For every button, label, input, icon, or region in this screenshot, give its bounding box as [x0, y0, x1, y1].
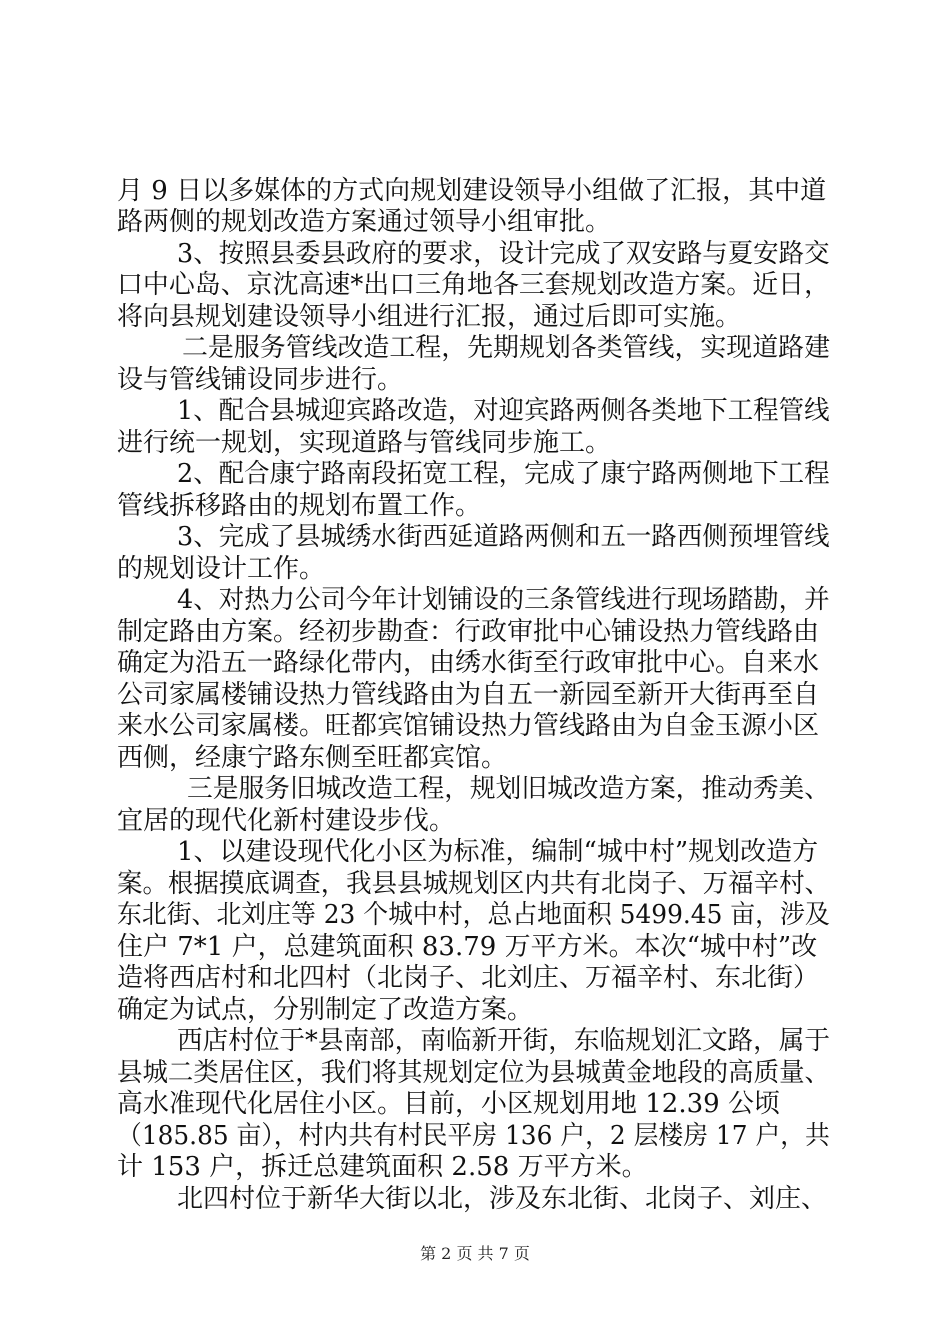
body-line: 造将西店村和北四村（北岗子、北刘庄、万福辛村、东北街） [117, 963, 820, 993]
body-line: 3、完成了县城绣水街西延道路两侧和五一路西侧预埋管线 [177, 522, 830, 552]
body-line: 东北街、北刘庄等 23 个城中村，总占地面积 5499.45 亩，涉及 [117, 900, 830, 930]
body-line: 县城二类居住区，我们将其规划定位为县城黄金地段的高质量、 [117, 1058, 831, 1088]
body-line: 4、对热力公司今年计划铺设的三条管线进行现场踏勘，并 [177, 585, 830, 615]
body-line: 三是服务旧城改造工程，规划旧城改造方案，推动秀美、 [187, 774, 830, 804]
body-line: 口中心岛、京沈高速*出口三角地各三套规划改造方案。近日， [117, 270, 831, 300]
body-line: 西侧，经康宁路东侧至旺都宾馆。 [117, 743, 508, 773]
body-line: 制定路由方案。经初步勘查：行政审批中心铺设热力管线路由 [117, 617, 820, 647]
body-line: 来水公司家属楼。旺都宾馆铺设热力管线路由为自金玉源小区 [117, 711, 820, 741]
body-line: 管线拆移路由的规划布置工作。 [117, 491, 482, 521]
body-line: 1、以建设现代化小区为标准，编制“城中村”规划改造方 [177, 837, 819, 867]
body-line: 确定为试点，分别制定了改造方案。 [117, 995, 534, 1025]
body-line: 二是服务管线改造工程，先期规划各类管线，实现道路建 [182, 333, 831, 363]
body-line: 西店村位于*县南部，南临新开街，东临规划汇文路，属于 [177, 1026, 831, 1056]
body-line: 北四村位于新华大街以北，涉及东北街、北岗子、刘庄、 [177, 1184, 828, 1214]
body-line: 的规划设计工作。 [117, 554, 326, 584]
body-line: 月 9 日以多媒体的方式向规划建设领导小组做了汇报，其中道 [117, 176, 827, 206]
body-line: 公司家属楼铺设热力管线路由为自五一新园至新开大街再至自 [117, 680, 820, 710]
body-line: 1、配合县城迎宾路改造，对迎宾路两侧各类地下工程管线 [177, 396, 830, 426]
body-line: 路两侧的规划改造方案通过领导小组审批。 [117, 207, 612, 237]
body-line: 3、按照县委县政府的要求，设计完成了双安路与夏安路交 [177, 239, 830, 269]
body-line: 宜居的现代化新村建设步伐。 [117, 806, 456, 836]
body-line: （185.85 亩），村内共有村民平房 136 户，2 层楼房 17 户，共 [117, 1121, 830, 1151]
body-line: 进行统一规划，实现道路与管线同步施工。 [117, 428, 612, 458]
body-line: 计 153 户，拆迁总建筑面积 2.58 万平方米。 [117, 1152, 648, 1182]
body-line: 确定为沿五一路绿化带内，由绣水街至行政审批中心。自来水 [117, 648, 820, 678]
body-line: 案。根据摸底调查，我县县城规划区内共有北岗子、万福辛村、 [117, 869, 831, 899]
body-line: 高水准现代化居住小区。目前，小区规划用地 12.39 公顷 [117, 1089, 780, 1119]
body-line: 2、配合康宁路南段拓宽工程，完成了康宁路两侧地下工程 [177, 459, 830, 489]
body-line: 住户 7*1 户，总建筑面积 83.79 万平方米。本次“城中村”改 [117, 932, 818, 962]
body-line: 设与管线铺设同步进行。 [117, 365, 404, 395]
page-footer: 第 2 页 共 7 页 [420, 1244, 530, 1263]
body-line: 将向县规划建设领导小组进行汇报，通过后即可实施。 [117, 302, 742, 332]
